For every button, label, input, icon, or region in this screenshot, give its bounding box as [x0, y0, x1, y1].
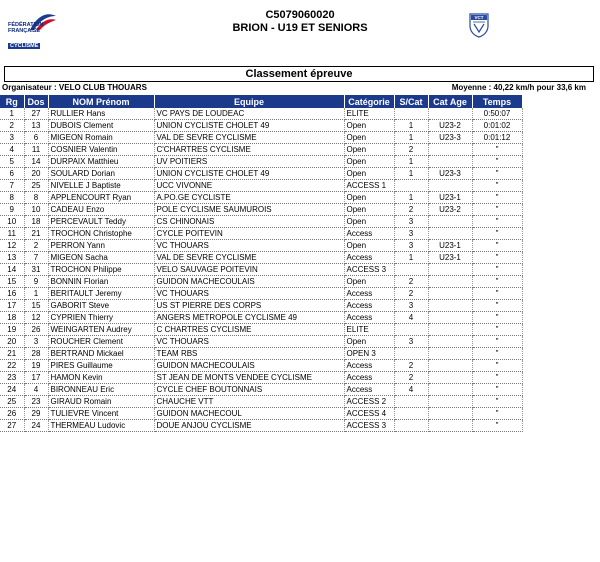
table-row: [0, 324, 522, 336]
cell-team: UCC VIVONNE: [154, 180, 344, 192]
cell-subcat: [394, 108, 428, 120]
cell-bib: 12: [24, 312, 48, 324]
cell-name: DURPAIX Matthieu: [48, 156, 154, 168]
cell-bib: 2: [24, 240, 48, 252]
cell-rank: 19: [0, 324, 24, 336]
cell-category: ACCESS 3: [344, 420, 394, 432]
cell-bib: 29: [24, 408, 48, 420]
cell-name: DUBOIS Clement: [48, 120, 154, 132]
cell-category: Access: [344, 252, 394, 264]
cell-bib: 15: [24, 300, 48, 312]
cell-team: GUIDON MACHECOULAIS: [154, 360, 344, 372]
cell-bib: 6: [24, 132, 48, 144]
cell-bib: 11: [24, 144, 48, 156]
table-row: [0, 132, 522, 144]
cell-bib: 14: [24, 156, 48, 168]
cell-age-cat: U23-3: [428, 168, 472, 180]
cell-time: ": [472, 240, 522, 252]
cell-team: VC PAYS DE LOUDEAC: [154, 108, 344, 120]
cell-category: Open: [344, 276, 394, 288]
cell-age-cat: [428, 156, 472, 168]
cell-rank: 16: [0, 288, 24, 300]
cell-name: BERITAULT Jeremy: [48, 288, 154, 300]
cell-bib: 26: [24, 324, 48, 336]
cell-rank: 21: [0, 348, 24, 360]
cell-bib: 3: [24, 336, 48, 348]
race-code: C5079060020: [265, 9, 335, 21]
cell-name: GABORIT Steve: [48, 300, 154, 312]
cell-age-cat: [428, 420, 472, 432]
cell-name: RULLIER Hans: [48, 108, 154, 120]
cell-category: Open: [344, 120, 394, 132]
table-row: [0, 108, 522, 120]
cell-time: ": [472, 324, 522, 336]
table-row: [0, 144, 522, 156]
cell-name: COSNIER Valentin: [48, 144, 154, 156]
table-row: [0, 264, 522, 276]
cell-subcat: 2: [394, 372, 428, 384]
cell-time: ": [472, 180, 522, 192]
cell-subcat: 2: [394, 276, 428, 288]
cell-rank: 4: [0, 144, 24, 156]
cell-name: PIRES Guillaume: [48, 360, 154, 372]
cell-time: ": [472, 408, 522, 420]
cell-time: ": [472, 228, 522, 240]
cell-rank: 14: [0, 264, 24, 276]
cell-subcat: [394, 420, 428, 432]
cell-category: ACCESS 3: [344, 264, 394, 276]
cell-team: ST JEAN DE MONTS VENDEE CYCLISME: [154, 372, 344, 384]
cell-bib: 20: [24, 168, 48, 180]
table-row: [0, 348, 522, 360]
cell-age-cat: [428, 300, 472, 312]
cell-subcat: [394, 348, 428, 360]
cell-rank: 20: [0, 336, 24, 348]
cell-name: THERMEAU Ludovic: [48, 420, 154, 432]
cell-name: MIGEON Romain: [48, 132, 154, 144]
cell-subcat: [394, 396, 428, 408]
cell-subcat: 2: [394, 360, 428, 372]
cell-category: Open: [344, 204, 394, 216]
cell-category: ACCESS 1: [344, 180, 394, 192]
cell-bib: 13: [24, 120, 48, 132]
cell-name: SOULARD Dorian: [48, 168, 154, 180]
cell-bib: 8: [24, 192, 48, 204]
cell-bib: 31: [24, 264, 48, 276]
table-row: [0, 372, 522, 384]
table-row: [0, 168, 522, 180]
cell-age-cat: [428, 144, 472, 156]
cell-name: NIVELLE J Baptiste: [48, 180, 154, 192]
cell-name: MIGEON Sacha: [48, 252, 154, 264]
cell-team: VAL DE SEVRE CYCLISME: [154, 252, 344, 264]
cell-bib: 9: [24, 276, 48, 288]
cell-name: CADEAU Enzo: [48, 204, 154, 216]
cell-time: ": [472, 420, 522, 432]
ffc-text-1: FÉDÉRATION: [8, 22, 44, 28]
cell-subcat: 3: [394, 228, 428, 240]
cell-subcat: [394, 324, 428, 336]
cell-bib: 25: [24, 180, 48, 192]
cell-subcat: 1: [394, 156, 428, 168]
cell-team: GUIDON MACHECOULAIS: [154, 276, 344, 288]
cell-time: ": [472, 360, 522, 372]
race-info: [0, 83, 600, 94]
cell-time: ": [472, 312, 522, 324]
cell-age-cat: [428, 180, 472, 192]
column-header-category: Catégorie: [344, 95, 394, 108]
column-header-subcat: S/Cat: [394, 95, 428, 108]
cell-bib: 17: [24, 372, 48, 384]
cell-name: GIRAUD Romain: [48, 396, 154, 408]
cell-subcat: 3: [394, 300, 428, 312]
table-row: [0, 216, 522, 228]
table-header: [0, 95, 522, 108]
cell-age-cat: [428, 108, 472, 120]
ffc-text-3: CYCLISME: [10, 43, 39, 49]
cell-team: VC THOUARS: [154, 240, 344, 252]
cell-category: Access: [344, 300, 394, 312]
cell-subcat: 1: [394, 168, 428, 180]
cell-subcat: [394, 408, 428, 420]
cell-time: ": [472, 144, 522, 156]
cell-time: ": [472, 156, 522, 168]
cell-time: 0:50:07: [472, 108, 522, 120]
table-row: [0, 180, 522, 192]
cell-age-cat: U23-2: [428, 120, 472, 132]
cell-age-cat: [428, 324, 472, 336]
cell-name: CYPRIEN Thierry: [48, 312, 154, 324]
cell-age-cat: U23-1: [428, 252, 472, 264]
cell-team: DOUE ANJOU CYCLISME: [154, 420, 344, 432]
cell-subcat: 1: [394, 132, 428, 144]
table-row: [0, 240, 522, 252]
cell-rank: 15: [0, 276, 24, 288]
cell-team: GUIDON MACHECOUL: [154, 408, 344, 420]
table-row: [0, 252, 522, 264]
cell-name: BIRONNEAU Eric: [48, 384, 154, 396]
column-header-age-cat: Cat Age: [428, 95, 472, 108]
cell-category: Open: [344, 132, 394, 144]
table-row: [0, 276, 522, 288]
table-row: [0, 192, 522, 204]
cell-category: ELITE: [344, 324, 394, 336]
cell-time: ": [472, 192, 522, 204]
cell-category: Open: [344, 216, 394, 228]
section-title: Classement épreuve: [4, 66, 594, 82]
cell-rank: 13: [0, 252, 24, 264]
cell-bib: 1: [24, 288, 48, 300]
cell-team: TEAM RBS: [154, 348, 344, 360]
cell-rank: 23: [0, 372, 24, 384]
cell-team: UNION CYCLISTE CHOLET 49: [154, 120, 344, 132]
cell-category: Access: [344, 360, 394, 372]
cell-age-cat: [428, 228, 472, 240]
cell-age-cat: [428, 264, 472, 276]
cell-name: BERTRAND Mickael: [48, 348, 154, 360]
cell-name: WEINGARTEN Audrey: [48, 324, 154, 336]
cell-category: Access: [344, 384, 394, 396]
cell-time: ": [472, 216, 522, 228]
cell-team: VC THOUARS: [154, 288, 344, 300]
cell-time: ": [472, 300, 522, 312]
cell-time: ": [472, 396, 522, 408]
cell-bib: 10: [24, 204, 48, 216]
cell-category: ELITE: [344, 108, 394, 120]
table-row: [0, 288, 522, 300]
cell-rank: 17: [0, 300, 24, 312]
cell-age-cat: U23-3: [428, 132, 472, 144]
cell-time: ": [472, 276, 522, 288]
cell-subcat: 2: [394, 144, 428, 156]
cell-age-cat: U23-2: [428, 204, 472, 216]
page-header: [0, 0, 600, 62]
cell-rank: 27: [0, 420, 24, 432]
cell-age-cat: [428, 408, 472, 420]
table-row: [0, 420, 522, 432]
column-header-name: NOM Prénom: [48, 95, 154, 108]
cell-subcat: 3: [394, 216, 428, 228]
cell-rank: 10: [0, 216, 24, 228]
cell-bib: 7: [24, 252, 48, 264]
cell-age-cat: [428, 288, 472, 300]
cell-team: A.PO.GE CYCLISTE: [154, 192, 344, 204]
crest-text: VCT: [474, 15, 484, 21]
cell-team: VAL DE SEVRE CYCLISME: [154, 132, 344, 144]
cell-rank: 12: [0, 240, 24, 252]
race-title: BRION - U19 ET SENIORS: [232, 22, 368, 34]
cell-age-cat: U23-1: [428, 240, 472, 252]
cell-category: OPEN 3: [344, 348, 394, 360]
cell-team: CYCLE POITEVIN: [154, 228, 344, 240]
table-row: [0, 384, 522, 396]
cell-team: VC THOUARS: [154, 336, 344, 348]
cell-rank: 5: [0, 156, 24, 168]
cell-time: 0:01:02: [472, 120, 522, 132]
cell-team: POLE CYCLISME SAUMUROIS: [154, 204, 344, 216]
cell-age-cat: [428, 276, 472, 288]
cell-subcat: 2: [394, 288, 428, 300]
cell-bib: 19: [24, 360, 48, 372]
cell-subcat: [394, 180, 428, 192]
table-row: [0, 360, 522, 372]
cell-subcat: [394, 264, 428, 276]
cell-bib: 24: [24, 420, 48, 432]
cell-name: APPLENCOURT Ryan: [48, 192, 154, 204]
cell-name: PERRON Yann: [48, 240, 154, 252]
cell-subcat: 1: [394, 192, 428, 204]
cell-subcat: 3: [394, 240, 428, 252]
cell-rank: 25: [0, 396, 24, 408]
cell-category: Access: [344, 288, 394, 300]
cell-rank: 22: [0, 360, 24, 372]
cell-age-cat: [428, 372, 472, 384]
organisateur: Organisateur : VELO CLUB THOUARS: [2, 83, 147, 92]
cell-time: ": [472, 384, 522, 396]
cell-time: ": [472, 204, 522, 216]
cell-rank: 8: [0, 192, 24, 204]
cell-age-cat: [428, 360, 472, 372]
column-header-time: Temps: [472, 95, 522, 108]
cell-name: BONNIN Florian: [48, 276, 154, 288]
cell-subcat: 4: [394, 384, 428, 396]
table-row: [0, 396, 522, 408]
cell-bib: 28: [24, 348, 48, 360]
cell-category: Open: [344, 192, 394, 204]
table-row: [0, 204, 522, 216]
cell-name: HAMON Kevin: [48, 372, 154, 384]
cell-bib: 23: [24, 396, 48, 408]
table-body: [0, 108, 522, 432]
table-row: [0, 408, 522, 420]
cell-category: Open: [344, 168, 394, 180]
cell-team: VELO SAUVAGE POITEVIN: [154, 264, 344, 276]
column-header-team: Equipe: [154, 95, 344, 108]
cell-team: CHAUCHE VTT: [154, 396, 344, 408]
table-row: [0, 336, 522, 348]
column-header-rank: Rg: [0, 95, 24, 108]
cell-subcat: 4: [394, 312, 428, 324]
cell-age-cat: [428, 312, 472, 324]
cell-team: UV POITIERS: [154, 156, 344, 168]
cell-time: ": [472, 348, 522, 360]
cell-category: Access: [344, 312, 394, 324]
cell-bib: 27: [24, 108, 48, 120]
cell-rank: 2: [0, 120, 24, 132]
cell-team: CYCLE CHEF BOUTONNAIS: [154, 384, 344, 396]
cell-rank: 1: [0, 108, 24, 120]
ffc-text-2: FRANÇAISE: [8, 28, 41, 34]
cell-time: ": [472, 336, 522, 348]
cell-time: ": [472, 372, 522, 384]
cell-subcat: 1: [394, 120, 428, 132]
cell-age-cat: [428, 348, 472, 360]
table-row: [0, 312, 522, 324]
cell-time: ": [472, 288, 522, 300]
cell-rank: 9: [0, 204, 24, 216]
cell-time: ": [472, 252, 522, 264]
table-row: [0, 300, 522, 312]
cell-rank: 11: [0, 228, 24, 240]
cell-category: ACCESS 4: [344, 408, 394, 420]
cell-rank: 18: [0, 312, 24, 324]
cell-age-cat: [428, 336, 472, 348]
cell-subcat: 2: [394, 204, 428, 216]
cell-age-cat: U23-1: [428, 192, 472, 204]
cell-category: Access: [344, 372, 394, 384]
cell-team: CS CHINONAIS: [154, 216, 344, 228]
cell-name: TROCHON Christophe: [48, 228, 154, 240]
cell-team: UNION CYCLISTE CHOLET 49: [154, 168, 344, 180]
cell-team: ANGERS METROPOLE CYCLISME 49: [154, 312, 344, 324]
cell-rank: 24: [0, 384, 24, 396]
cell-rank: 3: [0, 132, 24, 144]
cell-name: PERCEVAULT Teddy: [48, 216, 154, 228]
cell-category: Access: [344, 228, 394, 240]
cell-name: TROCHON Philippe: [48, 264, 154, 276]
cell-rank: 26: [0, 408, 24, 420]
cell-time: 0:01:12: [472, 132, 522, 144]
cell-age-cat: [428, 384, 472, 396]
cell-age-cat: [428, 216, 472, 228]
cell-name: ROUCHER Clement: [48, 336, 154, 348]
cell-subcat: 1: [394, 252, 428, 264]
cell-bib: 18: [24, 216, 48, 228]
cell-team: US ST PIERRE DES CORPS: [154, 300, 344, 312]
cell-rank: 6: [0, 168, 24, 180]
cell-subcat: 3: [394, 336, 428, 348]
cell-time: ": [472, 264, 522, 276]
cell-category: Open: [344, 144, 394, 156]
table-row: [0, 228, 522, 240]
club-crest-icon: [468, 12, 490, 38]
cell-category: Open: [344, 240, 394, 252]
cell-rank: 7: [0, 180, 24, 192]
cell-category: ACCESS 2: [344, 396, 394, 408]
cell-age-cat: [428, 396, 472, 408]
moyenne: Moyenne : 40,22 km/h pour 33,6 km: [451, 83, 586, 92]
results-table: [0, 95, 523, 432]
cell-time: ": [472, 168, 522, 180]
column-header-bib: Dos: [24, 95, 48, 108]
table-row: [0, 156, 522, 168]
cell-category: Open: [344, 156, 394, 168]
cell-bib: 4: [24, 384, 48, 396]
cell-category: Open: [344, 336, 394, 348]
cell-team: C'CHARTRES CYCLISME: [154, 144, 344, 156]
cell-name: TULIEVRE Vincent: [48, 408, 154, 420]
table-row: [0, 120, 522, 132]
cell-team: C CHARTRES CYCLISME: [154, 324, 344, 336]
cell-bib: 21: [24, 228, 48, 240]
